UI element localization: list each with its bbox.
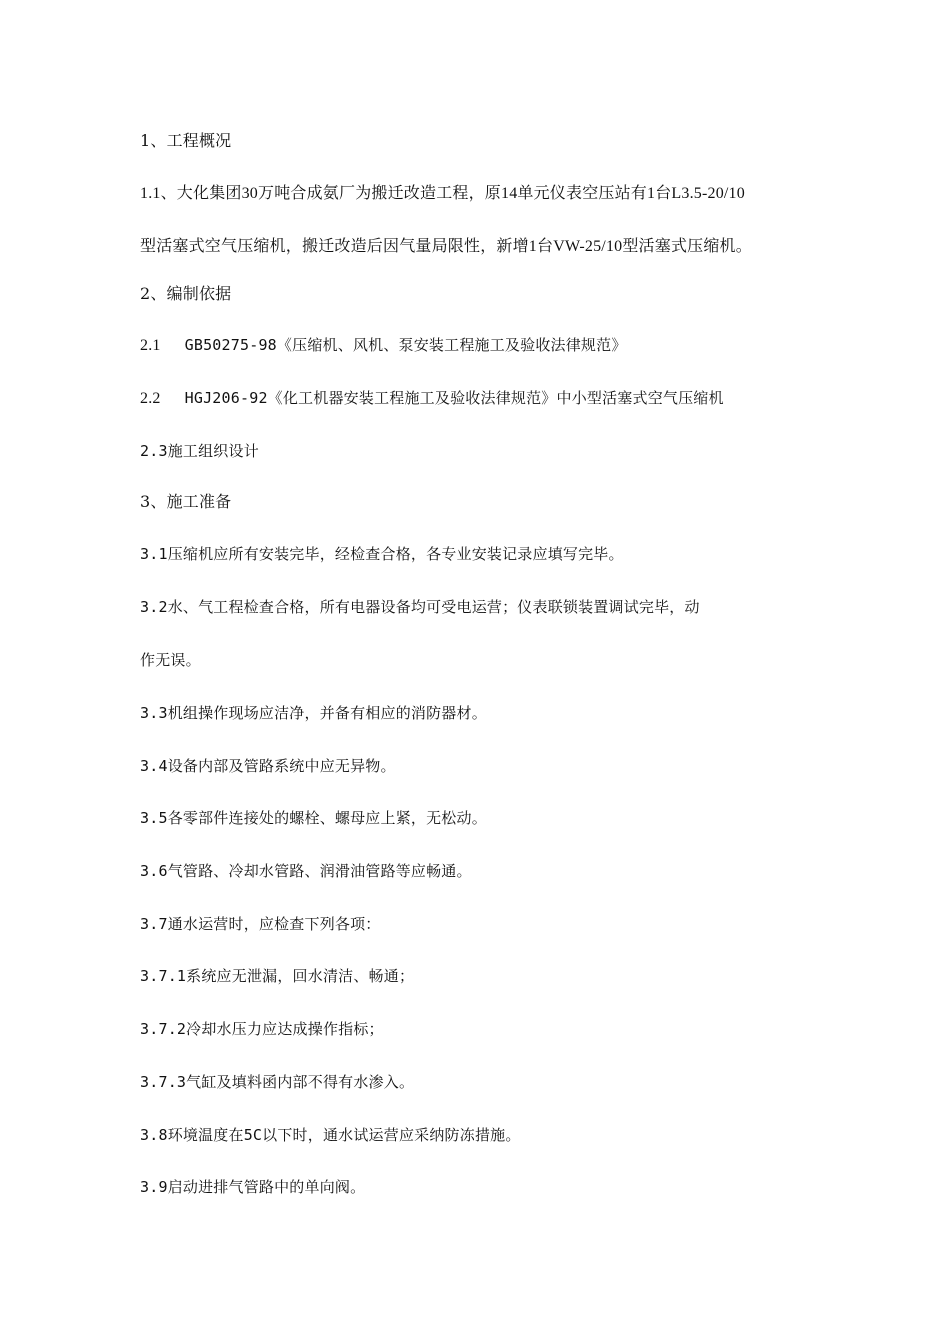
item-2-3: 2.3施工组织设计: [140, 442, 259, 460]
item-2-1-number: 2.1: [140, 337, 161, 354]
item-3-6: 3.6气管路、冷却水管路、润滑油管路等应畅通。: [140, 862, 472, 880]
item-3-7-2: 3.7.2冷却水压力应达成操作指标；: [140, 1020, 384, 1038]
item-2-2-number: 2.2: [140, 390, 161, 407]
heading-preparation: 3、施工准备: [140, 492, 232, 511]
item-3-2-line-1: 3.2水、气工程检查合格，所有电器设备均可受电运营；仪表联锁装置调试完毕，动: [140, 598, 700, 616]
heading-project-overview: 1、工程概况: [140, 131, 232, 150]
item-3-1: 3.1压缩机应所有安装完毕，经检查合格，各专业安装记录应填写完毕。: [140, 545, 624, 563]
paragraph-1-1-line-2: 型活塞式空气压缩机，搬迁改造后因气量局限性，新增1台VW-25/10型活塞式压缩机。: [140, 238, 752, 255]
paragraph-1-1-line-1: 1.1、大化集团30万吨合成氨厂为搬迁改造工程，原14单元仪表空压站有1台L3.5-20/10: [140, 185, 745, 202]
item-3-9: 3.9启动进排气管路中的单向阀。: [140, 1178, 366, 1196]
item-2-1: [140, 333, 830, 358]
item-3-3: 3.3机组操作现场应洁净，并备有相应的消防器材。: [140, 704, 487, 722]
item-3-5: 3.5各零部件连接处的螺栓、螺母应上紧，无松动。: [140, 809, 487, 827]
item-2-2-text: HGJ206-92《化工机器安装工程施工及验收法律规范》中小型活塞式空气压缩机: [184, 389, 724, 407]
item-3-7-1: 3.7.1系统应无泄漏，回水清洁、畅通；: [140, 967, 415, 985]
heading-basis: 2、编制依据: [140, 284, 232, 303]
item-3-7-3: 3.7.3气缸及填料函内部不得有水渗入。: [140, 1073, 415, 1091]
item-3-7: 3.7通水运营时，应检查下列各项：: [140, 915, 381, 933]
item-3-2-line-2: 作无误。: [140, 651, 201, 669]
item-3-8: 3.8环境温度在5C以下时，通水试运营应采纳防冻措施。: [140, 1126, 521, 1144]
item-2-1-text: GB50275-98《压缩机、风机、泵安装工程施工及验收法律规范》: [184, 336, 627, 354]
item-3-4: 3.4设备内部及管路系统中应无异物。: [140, 757, 396, 775]
item-2-2: [140, 386, 830, 411]
